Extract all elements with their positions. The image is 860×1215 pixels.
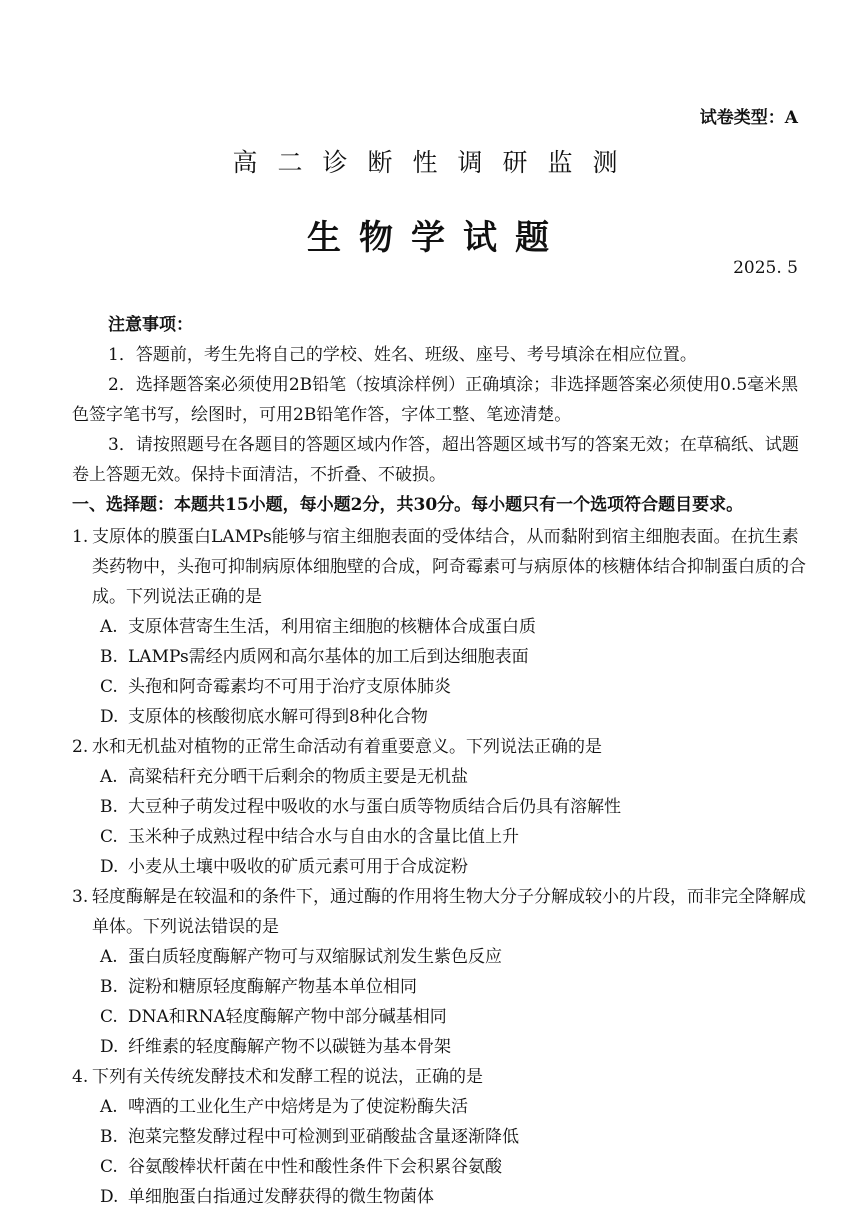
option-b	[72, 1122, 807, 1152]
paper-type-label: 试卷类型：A	[699, 108, 798, 128]
option-c	[72, 1002, 807, 1032]
option-text: 蛋白质轻度酶解产物可与双缩脲试剂发生紫色反应	[128, 947, 502, 967]
option-letter: A.	[100, 947, 118, 967]
notice-item: 1．答题前，考生先将自己的学校、姓名、班级、座号、考号填涂在相应位置。	[108, 345, 697, 365]
question-number: 3.	[72, 887, 89, 907]
option-letter: B.	[100, 1127, 118, 1147]
notice-block	[72, 310, 804, 490]
option-text: DNA和RNA轻度酶解产物中部分碱基相同	[128, 1007, 447, 1027]
question-number: 1.	[72, 527, 89, 547]
option-letter: A.	[100, 767, 118, 787]
option-text: 单细胞蛋白指通过发酵获得的微生物菌体	[128, 1187, 434, 1207]
option-letter: D.	[100, 857, 119, 877]
option-c	[72, 1152, 807, 1182]
section-heading: 一、选择题：本题共15小题，每小题2分，共30分。每小题只有一个选项符合题目要求。	[72, 495, 744, 515]
option-text: 支原体的核酸彻底水解可得到8种化合物	[128, 707, 428, 727]
question-4	[72, 1062, 807, 1212]
option-letter: D.	[100, 1037, 119, 1057]
option-letter: A.	[100, 617, 118, 637]
option-letter: D.	[100, 707, 119, 727]
option-letter: B.	[100, 977, 118, 997]
option-b	[72, 642, 807, 672]
question-stem: 水和无机盐对植物的正常生命活动有着重要意义。下列说法正确的是	[92, 737, 602, 757]
question-2	[72, 732, 807, 882]
option-text: 啤酒的工业化生产中焙烤是为了使淀粉酶失活	[128, 1097, 468, 1117]
option-d	[72, 702, 807, 732]
question-number: 4.	[72, 1067, 89, 1087]
question-stem: 轻度酶解是在较温和的条件下，通过酶的作用将生物大分子分解成较小的片段，而非完全降解成单体。下列说法错误的是	[92, 887, 806, 937]
question-stem: 下列有关传统发酵技术和发酵工程的说法，正确的是	[92, 1067, 483, 1087]
option-d	[72, 852, 807, 882]
option-letter: B.	[100, 797, 118, 817]
option-letter: A.	[100, 1097, 118, 1117]
notice-item: 2．选择题答案必须使用2B铅笔（按填涂样例）正确填涂；非选择题答案必须使用0.5毫米黑色签字笔书写，绘图时，可用2B铅笔作答，字体工整、笔迹清楚。	[72, 375, 799, 425]
notice-item: 3．请按照题号在各题目的答题区域内作答，超出答题区域书写的答案无效；在草稿纸、试题卷上答题无效。保持卡面清洁，不折叠、不破损。	[72, 435, 799, 485]
option-text: LAMPs需经内质网和高尔基体的加工后到达细胞表面	[128, 647, 529, 667]
option-d	[72, 1182, 807, 1212]
option-a	[72, 1092, 807, 1122]
exam-date: 2025. 5	[733, 258, 798, 278]
question-1	[72, 522, 807, 732]
option-text: 谷氨酸棒状杆菌在中性和酸性条件下会积累谷氨酸	[128, 1157, 502, 1177]
option-a	[72, 942, 807, 972]
option-letter: D.	[100, 1187, 119, 1207]
question-3	[72, 882, 807, 1062]
option-letter: C.	[100, 1157, 118, 1177]
option-c	[72, 672, 807, 702]
option-text: 高粱秸秆充分晒干后剩余的物质主要是无机盐	[128, 767, 468, 787]
option-text: 小麦从土壤中吸收的矿质元素可用于合成淀粉	[128, 857, 468, 877]
option-text: 玉米种子成熟过程中结合水与自由水的含量比值上升	[128, 827, 519, 847]
question-stem: 支原体的膜蛋白LAMPs能够与宿主细胞表面的受体结合，从而黏附到宿主细胞表面。在抗生素类药物中，头孢可抑制病原体细胞壁的合成，阿奇霉素可与病原体的核糖体结合抑制蛋白质的合成。下列说法正确的是	[92, 527, 806, 607]
option-letter: C.	[100, 1007, 118, 1027]
option-d	[72, 1032, 807, 1062]
option-b	[72, 972, 807, 1002]
exam-series-title: 高二诊断性调研监测	[232, 148, 638, 177]
option-text: 头孢和阿奇霉素均不可用于治疗支原体肺炎	[128, 677, 451, 697]
question-list	[72, 522, 807, 1212]
option-text: 大豆种子萌发过程中吸收的水与蛋白质等物质结合后仍具有溶解性	[128, 797, 621, 817]
page-title: 生物学试题	[307, 218, 567, 258]
option-b	[72, 792, 807, 822]
notice-heading: 注意事项：	[108, 315, 193, 335]
option-letter: C.	[100, 677, 118, 697]
option-c	[72, 822, 807, 852]
option-letter: C.	[100, 827, 118, 847]
option-letter: B.	[100, 647, 118, 667]
option-text: 支原体营寄生生活，利用宿主细胞的核糖体合成蛋白质	[128, 617, 536, 637]
option-text: 泡菜完整发酵过程中可检测到亚硝酸盐含量逐渐降低	[128, 1127, 519, 1147]
option-text: 纤维素的轻度酶解产物不以碳链为基本骨架	[128, 1037, 451, 1057]
option-a	[72, 612, 807, 642]
question-number: 2.	[72, 737, 89, 757]
option-text: 淀粉和糖原轻度酶解产物基本单位相同	[128, 977, 417, 997]
option-a	[72, 762, 807, 792]
